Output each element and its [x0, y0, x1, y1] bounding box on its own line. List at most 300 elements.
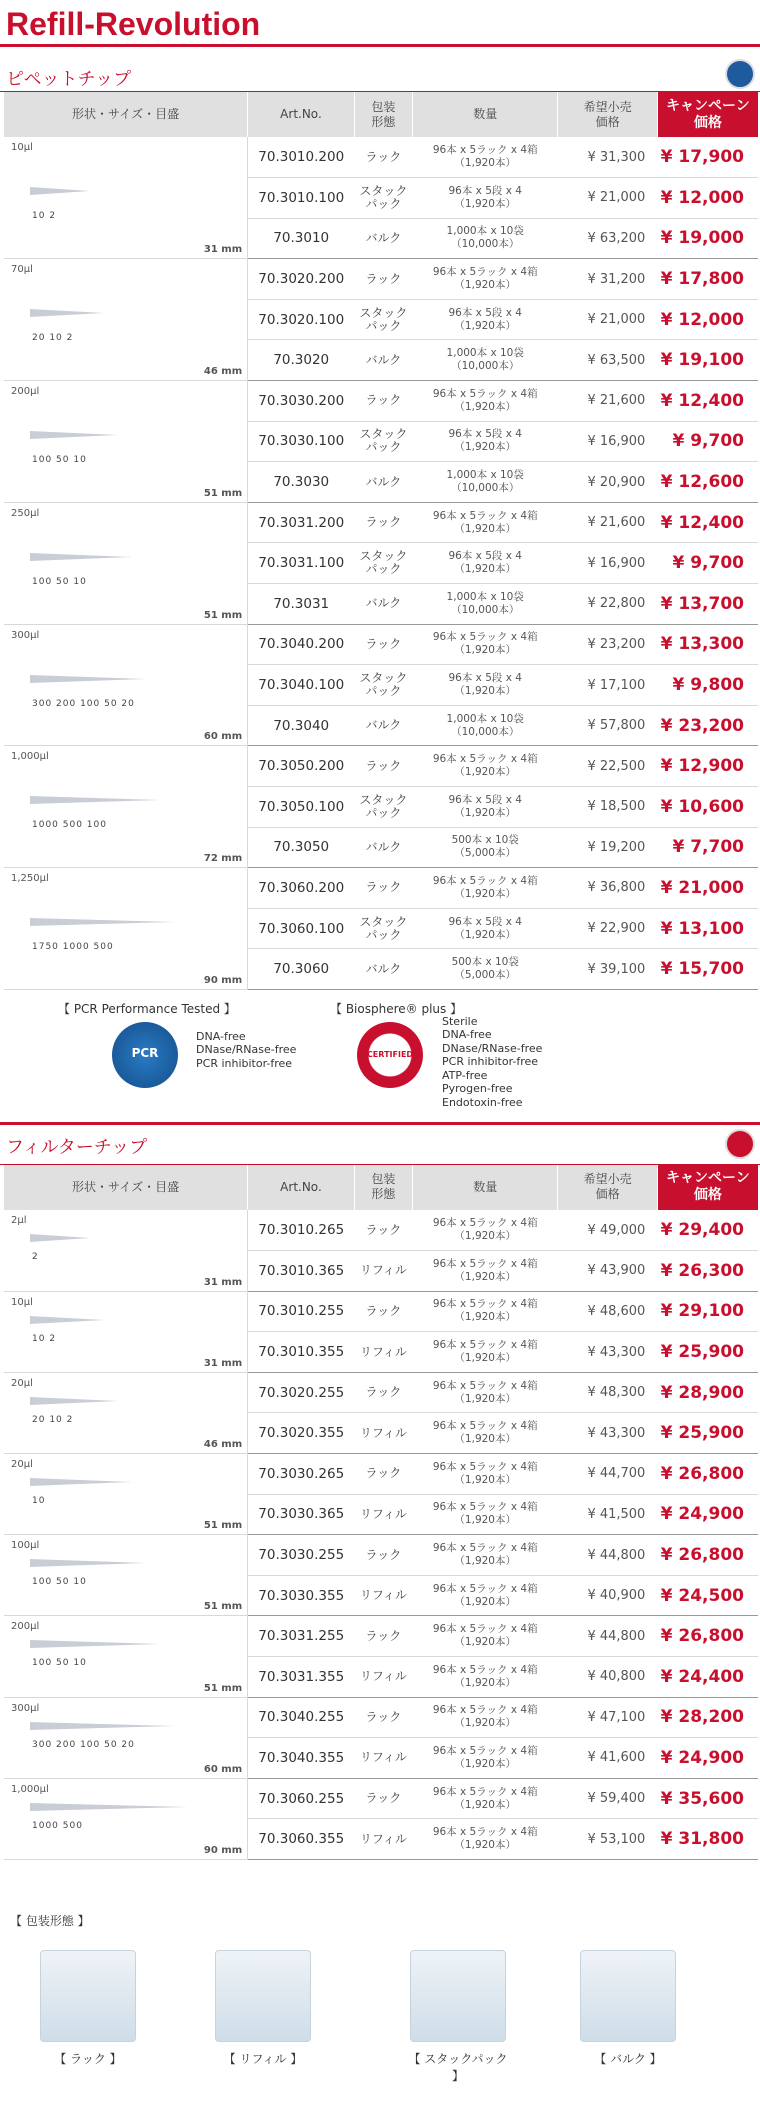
pcr-label: 【 PCR Performance Tested 】: [58, 1001, 236, 1016]
art-number: 70.3020.355: [248, 1413, 355, 1454]
pipette-tip-icon: [30, 918, 174, 926]
pipette-tip-icon: [30, 1316, 104, 1324]
art-number: 70.3040: [248, 705, 355, 746]
tip-illustration: [4, 1210, 248, 1291]
list-price: ¥ 40,900: [558, 1575, 657, 1616]
graduation-marks: 100 50 10: [32, 1658, 87, 1669]
art-number: 70.3020.200: [248, 259, 355, 300]
graduation-marks: 20 10 2: [32, 333, 74, 344]
package-type: ラック: [354, 1454, 412, 1495]
campaign-price: ¥ 24,500: [657, 1575, 758, 1616]
art-number: 70.3030.355: [248, 1575, 355, 1616]
art-number: 70.3030.365: [248, 1494, 355, 1535]
graduation-marks: 1750 1000 500: [32, 942, 114, 953]
campaign-price: ¥ 24,900: [657, 1738, 758, 1779]
list-price: ¥ 16,900: [558, 421, 657, 462]
tip-illustration: [4, 1697, 248, 1778]
quantity: 96本 x 5ラック x 4箱 （1,920本）: [412, 381, 557, 422]
package-type: ラック: [354, 1697, 412, 1738]
campaign-price: ¥ 12,900: [657, 746, 758, 787]
campaign-price: ¥ 13,700: [657, 584, 758, 625]
pipette-tip-icon: [30, 1234, 90, 1242]
list-price: ¥ 63,500: [558, 340, 657, 381]
package-type: スタック パック: [354, 665, 412, 706]
graduation-marks: 100 50 10: [32, 1577, 87, 1588]
quantity: 96本 x 5ラック x 4箱 （1,920本）: [412, 1535, 557, 1576]
section-title: ピペットチップ: [6, 69, 132, 90]
list-price: ¥ 57,800: [558, 705, 657, 746]
list-price: ¥ 31,300: [558, 137, 657, 178]
table-header-row: [4, 1165, 758, 1210]
campaign-price: ¥ 17,800: [657, 259, 758, 300]
tip-length: 72 mm: [203, 853, 243, 865]
package-type: ラック: [354, 868, 412, 909]
col-shape: 形状・サイズ・目盛: [4, 1165, 248, 1210]
art-number: 70.3020: [248, 340, 355, 381]
list-price: ¥ 22,500: [558, 746, 657, 787]
tip-length: 51 mm: [203, 1682, 243, 1694]
tip-illustration: [4, 624, 248, 746]
quantity: 96本 x 5段 x 4 （1,920本）: [412, 543, 557, 584]
list-price: ¥ 48,600: [558, 1291, 657, 1332]
campaign-price: ¥ 35,600: [657, 1778, 758, 1819]
art-number: 70.3030.265: [248, 1454, 355, 1495]
package-type: リフィル: [354, 1738, 412, 1779]
package-type: ラック: [354, 1210, 412, 1251]
art-number: 70.3060.100: [248, 908, 355, 949]
pipette-tip-icon: [30, 1397, 118, 1405]
package-type: ラック: [354, 259, 412, 300]
campaign-price: ¥ 24,900: [657, 1494, 758, 1535]
pipette-tip-table: [4, 92, 758, 990]
tip-length: 90 mm: [203, 1844, 243, 1856]
pipette-tip-icon: [30, 1478, 132, 1486]
quantity: 96本 x 5ラック x 4箱 （1,920本）: [412, 1251, 557, 1292]
tip-length: 31 mm: [203, 1357, 243, 1369]
table-row: [4, 1616, 758, 1657]
package-type: ラック: [354, 381, 412, 422]
list-price: ¥ 49,000: [558, 1210, 657, 1251]
package-type: リフィル: [354, 1494, 412, 1535]
quantity: 96本 x 5段 x 4 （1,920本）: [412, 787, 557, 828]
campaign-price: ¥ 28,900: [657, 1372, 758, 1413]
pipette-tip-icon: [30, 553, 132, 561]
graduation-marks: 300 200 100 50 20: [32, 698, 135, 709]
tip-volume: 10µl: [11, 1296, 33, 1308]
list-price: ¥ 44,800: [558, 1535, 657, 1576]
art-number: 70.3060.255: [248, 1778, 355, 1819]
art-number: 70.3010.255: [248, 1291, 355, 1332]
art-number: 70.3040.200: [248, 624, 355, 665]
art-number: 70.3020.255: [248, 1372, 355, 1413]
campaign-price: ¥ 29,400: [657, 1210, 758, 1251]
art-number: 70.3040.355: [248, 1738, 355, 1779]
list-price: ¥ 31,200: [558, 259, 657, 300]
art-number: 70.3050: [248, 827, 355, 868]
quantity: 96本 x 5ラック x 4箱 （1,920本）: [412, 1616, 557, 1657]
col-art: Art.No.: [248, 1165, 355, 1210]
tip-length: 60 mm: [203, 1763, 243, 1775]
list-price: ¥ 43,300: [558, 1413, 657, 1454]
list-price: ¥ 41,600: [558, 1738, 657, 1779]
col-art: Art.No.: [248, 92, 355, 137]
list-price: ¥ 40,800: [558, 1657, 657, 1698]
package-type: スタック パック: [354, 908, 412, 949]
packaging-refill: 【 リフィル 】: [213, 1950, 313, 2067]
pipette-tip-icon: [30, 309, 104, 317]
table-row: [4, 1291, 758, 1332]
list-price: ¥ 43,900: [558, 1251, 657, 1292]
package-type: バルク: [354, 827, 412, 868]
quantity: 1,000本 x 10袋 （10,000本）: [412, 584, 557, 625]
package-type: ラック: [354, 746, 412, 787]
package-type: ラック: [354, 1535, 412, 1576]
col-price: 希望小売 価格: [558, 1165, 657, 1210]
tip-length: 51 mm: [203, 609, 243, 621]
quantity: 96本 x 5ラック x 4箱 （1,920本）: [412, 1657, 557, 1698]
tip-illustration: [4, 1778, 248, 1859]
quantity: 96本 x 5ラック x 4箱 （1,920本）: [412, 868, 557, 909]
quantity: 96本 x 5ラック x 4箱 （1,920本）: [412, 1454, 557, 1495]
table-row: [4, 259, 758, 300]
campaign-price: ¥ 25,900: [657, 1413, 758, 1454]
package-type: スタック パック: [354, 421, 412, 462]
pipette-tip-icon: [30, 1640, 160, 1648]
campaign-price: ¥ 23,200: [657, 705, 758, 746]
art-number: 70.3031.200: [248, 502, 355, 543]
art-number: 70.3040.100: [248, 665, 355, 706]
campaign-price: ¥ 9,700: [657, 543, 758, 584]
campaign-price: ¥ 12,000: [657, 299, 758, 340]
package-type: リフィル: [354, 1251, 412, 1292]
quantity: 96本 x 5段 x 4 （1,920本）: [412, 665, 557, 706]
quantity: 96本 x 5ラック x 4箱 （1,920本）: [412, 502, 557, 543]
list-price: ¥ 20,900: [558, 462, 657, 503]
campaign-price: ¥ 15,700: [657, 949, 758, 990]
list-price: ¥ 17,100: [558, 665, 657, 706]
art-number: 70.3040.255: [248, 1697, 355, 1738]
list-price: ¥ 39,100: [558, 949, 657, 990]
list-price: ¥ 16,900: [558, 543, 657, 584]
quantity: 96本 x 5ラック x 4箱 （1,920本）: [412, 1413, 557, 1454]
tip-illustration: [4, 502, 248, 624]
table-row: [4, 137, 758, 178]
campaign-price: ¥ 31,800: [657, 1819, 758, 1860]
graduation-marks: 2: [32, 1251, 39, 1262]
quantity: 96本 x 5ラック x 4箱 （1,920本）: [412, 1210, 557, 1251]
page-title: Refill-Revolution: [0, 0, 760, 47]
quantity: 1,000本 x 10袋 （10,000本）: [412, 462, 557, 503]
quantity: 96本 x 5段 x 4 （1,920本）: [412, 421, 557, 462]
col-campaign: キャンペーン 価格: [657, 1165, 758, 1210]
package-type: ラック: [354, 624, 412, 665]
tip-volume: 300µl: [11, 1702, 40, 1714]
graduation-marks: 10 2: [32, 211, 57, 221]
art-number: 70.3020.100: [248, 299, 355, 340]
list-price: ¥ 53,100: [558, 1819, 657, 1860]
quantity: 1,000本 x 10袋 （10,000本）: [412, 340, 557, 381]
graduation-marks: 100 50 10: [32, 455, 87, 466]
tip-volume: 20µl: [11, 1459, 33, 1471]
package-type: リフィル: [354, 1332, 412, 1373]
tip-volume: 1,000µl: [11, 1783, 49, 1795]
pipette-tip-icon: [30, 1722, 174, 1730]
tip-volume: 10µl: [11, 142, 33, 153]
package-type: ラック: [354, 1291, 412, 1332]
art-number: 70.3010.355: [248, 1332, 355, 1373]
list-price: ¥ 59,400: [558, 1778, 657, 1819]
table-row: [4, 1535, 758, 1576]
campaign-price: ¥ 9,700: [657, 421, 758, 462]
quantity: 96本 x 5ラック x 4箱 （1,920本）: [412, 1332, 557, 1373]
packaging-rack: 【 ラック 】: [38, 1950, 138, 2067]
art-number: 70.3031.355: [248, 1657, 355, 1698]
tip-volume: 100µl: [11, 1540, 40, 1552]
tip-illustration: [4, 381, 248, 503]
art-number: 70.3030.200: [248, 381, 355, 422]
art-number: 70.3010.265: [248, 1210, 355, 1251]
graduation-marks: 20 10 2: [32, 1414, 74, 1425]
graduation-marks: 10: [32, 1496, 46, 1507]
list-price: ¥ 18,500: [558, 787, 657, 828]
campaign-price: ¥ 24,400: [657, 1657, 758, 1698]
table-row: [4, 746, 758, 787]
art-number: 70.3031.100: [248, 543, 355, 584]
tip-volume: 200µl: [11, 386, 40, 398]
art-number: 70.3010: [248, 218, 355, 259]
tip-volume: 200µl: [11, 1621, 40, 1633]
tip-volume: 300µl: [11, 629, 40, 641]
package-type: バルク: [354, 218, 412, 259]
campaign-price: ¥ 26,800: [657, 1454, 758, 1495]
list-price: ¥ 22,800: [558, 584, 657, 625]
campaign-price: ¥ 26,300: [657, 1251, 758, 1292]
art-number: 70.3030.100: [248, 421, 355, 462]
package-type: スタック パック: [354, 543, 412, 584]
col-qty: 数量: [412, 92, 557, 137]
package-type: スタック パック: [354, 178, 412, 219]
filter-tip-table: [4, 1165, 758, 1860]
art-number: 70.3060: [248, 949, 355, 990]
graduation-marks: 300 200 100 50 20: [32, 1739, 135, 1750]
list-price: ¥ 63,200: [558, 218, 657, 259]
quantity: 1,000本 x 10袋 （10,000本）: [412, 218, 557, 259]
list-price: ¥ 21,600: [558, 502, 657, 543]
section-header-filter: [0, 1125, 760, 1165]
list-price: ¥ 23,200: [558, 624, 657, 665]
campaign-price: ¥ 29,100: [657, 1291, 758, 1332]
campaign-price: ¥ 19,000: [657, 218, 758, 259]
tip-illustration: [4, 137, 248, 259]
pipette-tip-icon: [30, 675, 146, 683]
col-price: 希望小売 価格: [558, 92, 657, 137]
campaign-price: ¥ 7,700: [657, 827, 758, 868]
filter-table-body: [4, 1210, 758, 1860]
packaging-title: 【 包装形態 】: [10, 1913, 90, 1928]
quantity: 96本 x 5ラック x 4箱 （1,920本）: [412, 1494, 557, 1535]
tip-illustration: [4, 1535, 248, 1616]
package-type: ラック: [354, 1778, 412, 1819]
tip-length: 90 mm: [203, 974, 243, 986]
campaign-price: ¥ 10,600: [657, 787, 758, 828]
biosphere-badge-icon: [725, 1129, 755, 1159]
campaign-price: ¥ 12,600: [657, 462, 758, 503]
table-row: [4, 502, 758, 543]
section-header-pipette: [0, 47, 760, 92]
tip-length: 51 mm: [203, 1520, 243, 1532]
art-number: 70.3010.365: [248, 1251, 355, 1292]
bulk-image: [580, 1950, 676, 2042]
tip-length: 51 mm: [203, 1601, 243, 1613]
table-row: [4, 1454, 758, 1495]
pipette-table-body: [4, 137, 758, 989]
package-type: リフィル: [354, 1819, 412, 1860]
campaign-price: ¥ 25,900: [657, 1332, 758, 1373]
quantity: 500本 x 10袋 （5,000本）: [412, 949, 557, 990]
refill-image: [215, 1950, 311, 2042]
art-number: 70.3060.200: [248, 868, 355, 909]
tip-length: 51 mm: [203, 487, 243, 499]
col-pack: 包装 形態: [354, 1165, 412, 1210]
art-number: 70.3031.255: [248, 1616, 355, 1657]
list-price: ¥ 21,000: [558, 178, 657, 219]
quantity: 96本 x 5ラック x 4箱 （1,920本）: [412, 1778, 557, 1819]
col-qty: 数量: [412, 1165, 557, 1210]
tip-illustration: [4, 1372, 248, 1453]
list-price: ¥ 21,600: [558, 381, 657, 422]
quantity: 96本 x 5ラック x 4箱 （1,920本）: [412, 1738, 557, 1779]
tip-volume: 70µl: [11, 264, 33, 276]
certification-panel: [0, 990, 760, 1125]
graduation-marks: 1000 500 100: [32, 820, 107, 831]
package-type: ラック: [354, 1372, 412, 1413]
package-type: バルク: [354, 462, 412, 503]
quantity: 96本 x 5ラック x 4箱 （1,920本）: [412, 1291, 557, 1332]
section-title: フィルターチップ: [6, 1136, 148, 1158]
stackpack-image: [410, 1950, 506, 2042]
tip-illustration: [4, 259, 248, 381]
packaging-bulk: 【 バルク 】: [578, 1950, 678, 2067]
campaign-price: ¥ 21,000: [657, 868, 758, 909]
quantity: 96本 x 5ラック x 4箱 （1,920本）: [412, 259, 557, 300]
tip-length: 31 mm: [203, 244, 243, 256]
campaign-price: ¥ 13,300: [657, 624, 758, 665]
list-price: ¥ 41,500: [558, 1494, 657, 1535]
quantity: 500本 x 10袋 （5,000本）: [412, 827, 557, 868]
pipette-tip-icon: [30, 1559, 146, 1567]
package-type: リフィル: [354, 1657, 412, 1698]
art-number: 70.3030.255: [248, 1535, 355, 1576]
rack-image: [40, 1950, 136, 2042]
campaign-price: ¥ 26,800: [657, 1535, 758, 1576]
art-number: 70.3031: [248, 584, 355, 625]
list-price: ¥ 43,300: [558, 1332, 657, 1373]
tip-length: 46 mm: [203, 1439, 243, 1451]
biosphere-label: 【 Biosphere® plus 】: [330, 1001, 463, 1016]
quantity: 96本 x 5ラック x 4箱 （1,920本）: [412, 1575, 557, 1616]
campaign-price: ¥ 12,400: [657, 502, 758, 543]
biosphere-properties: Sterile DNA-free DNase/RNase-free PCR inhibitor-free ATP-free Pyrogen-free Endotoxin-free: [442, 1014, 543, 1109]
campaign-price: ¥ 19,100: [657, 340, 758, 381]
graduation-marks: 100 50 10: [32, 576, 87, 587]
pcr-badge-icon: [725, 59, 755, 89]
list-price: ¥ 44,700: [558, 1454, 657, 1495]
table-row: [4, 1210, 758, 1251]
tip-length: 46 mm: [203, 366, 243, 378]
pipette-tip-icon: [30, 796, 160, 804]
list-price: ¥ 22,900: [558, 908, 657, 949]
table-row: [4, 1372, 758, 1413]
campaign-price: ¥ 28,200: [657, 1697, 758, 1738]
package-type: バルク: [354, 705, 412, 746]
package-type: バルク: [354, 949, 412, 990]
tip-volume: 20µl: [11, 1377, 33, 1389]
table-header-row: [4, 92, 758, 137]
table-row: [4, 624, 758, 665]
table-row: [4, 1697, 758, 1738]
col-pack: 包装 形態: [354, 92, 412, 137]
tip-volume: 1,000µl: [11, 751, 49, 763]
package-type: ラック: [354, 137, 412, 178]
package-type: ラック: [354, 1616, 412, 1657]
quantity: 1,000本 x 10袋 （10,000本）: [412, 705, 557, 746]
quantity: 96本 x 5ラック x 4箱 （1,920本）: [412, 1819, 557, 1860]
list-price: ¥ 19,200: [558, 827, 657, 868]
quantity: 96本 x 5ラック x 4箱 （1,920本）: [412, 746, 557, 787]
quantity: 96本 x 5ラック x 4箱 （1,920本）: [412, 1697, 557, 1738]
package-type: スタック パック: [354, 787, 412, 828]
campaign-price: ¥ 26,800: [657, 1616, 758, 1657]
col-shape: 形状・サイズ・目盛: [4, 92, 248, 137]
quantity: 96本 x 5段 x 4 （1,920本）: [412, 178, 557, 219]
pcr-seal-icon: PCR: [112, 1022, 178, 1088]
tip-length: 31 mm: [203, 1276, 243, 1288]
art-number: 70.3050.100: [248, 787, 355, 828]
campaign-price: ¥ 12,000: [657, 178, 758, 219]
tip-volume: 1,250µl: [11, 873, 49, 885]
graduation-marks: 1000 500: [32, 1820, 83, 1831]
art-number: 70.3010.200: [248, 137, 355, 178]
biosphere-seal-icon: CERTIFIED: [357, 1022, 423, 1088]
art-number: 70.3010.100: [248, 178, 355, 219]
list-price: ¥ 47,100: [558, 1697, 657, 1738]
tip-illustration: [4, 868, 248, 990]
list-price: ¥ 48,300: [558, 1372, 657, 1413]
quantity: 96本 x 5ラック x 4箱 （1,920本）: [412, 624, 557, 665]
pipette-tip-icon: [30, 187, 90, 195]
tip-volume: 2µl: [11, 1214, 27, 1226]
pcr-properties: DNA-free DNase/RNase-free PCR inhibitor-free: [196, 1029, 297, 1070]
art-number: 70.3060.355: [248, 1819, 355, 1860]
pipette-tip-icon: [30, 431, 118, 439]
package-type: ラック: [354, 502, 412, 543]
art-number: 70.3030: [248, 462, 355, 503]
campaign-price: ¥ 12,400: [657, 381, 758, 422]
tip-illustration: [4, 1454, 248, 1535]
tip-length: 60 mm: [203, 731, 243, 743]
package-type: リフィル: [354, 1575, 412, 1616]
list-price: ¥ 36,800: [558, 868, 657, 909]
table-row: [4, 868, 758, 909]
campaign-price: ¥ 17,900: [657, 137, 758, 178]
campaign-price: ¥ 9,800: [657, 665, 758, 706]
tip-volume: 250µl: [11, 507, 40, 519]
package-type: バルク: [354, 584, 412, 625]
graduation-marks: 10 2: [32, 1333, 57, 1344]
table-row: [4, 381, 758, 422]
quantity: 96本 x 5段 x 4 （1,920本）: [412, 299, 557, 340]
quantity: 96本 x 5段 x 4 （1,920本）: [412, 908, 557, 949]
